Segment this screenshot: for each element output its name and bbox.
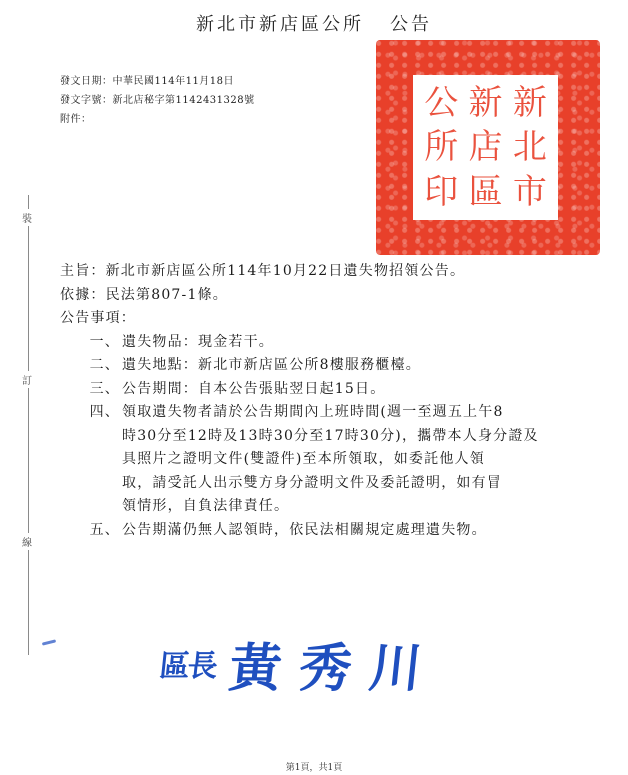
- item-text-line: 領情形，自負法律責任。: [122, 498, 290, 514]
- document-number-value: 新北店秘字第1142431328號: [112, 95, 255, 106]
- notice-item: [60, 354, 580, 378]
- document-type: 公告: [390, 14, 432, 35]
- item-number: 四、: [89, 404, 120, 420]
- item-text: 公告期間：自本公告張貼翌日起15日。: [122, 380, 386, 397]
- item-text-block: [122, 401, 539, 519]
- seal-char: 市: [512, 171, 547, 212]
- page-footer: 第1頁，共1頁: [285, 763, 343, 773]
- agency-name: 新北市新店區公所: [196, 14, 364, 35]
- item-text: 公告期滿仍無人認領時，依民法相關規定處理遺失物。: [122, 521, 487, 538]
- basis-text: 民法第807-1條。: [105, 286, 228, 303]
- notice-item: [60, 378, 580, 402]
- binding-char-ding: 訂: [22, 371, 32, 388]
- notice-item: [60, 519, 580, 543]
- item-number: 三、: [89, 380, 120, 397]
- notice-item: [60, 401, 580, 519]
- ink-mark: [42, 639, 56, 645]
- subject-line: [60, 260, 580, 284]
- item-text-line: 時30分至12時及13時30分至17時30分)，攜帶本人身分證及: [122, 427, 539, 444]
- binding-char-zhuang: 裝: [22, 209, 32, 226]
- document-meta: [60, 72, 255, 129]
- item-text-line: 具照片之證明文件(雙證件)至本所領取，如委託他人領: [122, 451, 485, 467]
- item-text: 遺失地點：新北市新店區公所8樓服務櫃檯。: [122, 357, 421, 373]
- document-number-row: [60, 91, 255, 110]
- binding-margin-line: [28, 195, 29, 655]
- basis-line: [60, 284, 580, 308]
- seal-char: 區: [468, 171, 503, 212]
- document-body: [60, 260, 580, 542]
- seal-char: 北: [512, 127, 547, 168]
- items-heading: 公告事項：: [60, 310, 136, 326]
- item-text: 遺失物品：現金若干。: [122, 333, 274, 350]
- document-number-label: 發文字號：: [60, 95, 113, 106]
- signature-title: 區長: [157, 649, 218, 684]
- seal-char: 印: [424, 171, 459, 212]
- seal-char: 新: [468, 83, 503, 124]
- item-number: 二、: [89, 357, 120, 373]
- seal-char: 新: [512, 83, 547, 124]
- seal-inner-field: [413, 75, 558, 220]
- subject-label: 主旨：: [60, 263, 106, 279]
- seal-char: 店: [468, 127, 503, 168]
- signature-stamp: [157, 628, 443, 699]
- document-title: [0, 10, 628, 36]
- item-text-line: 取，請受託人出示雙方身分證明文件及委託證明，如有冒: [122, 474, 502, 491]
- official-seal: [376, 40, 600, 255]
- seal-characters: [419, 81, 552, 214]
- signature-name: 黃秀川: [226, 637, 443, 699]
- issue-date-value: 中華民國114年11月18日: [112, 76, 235, 87]
- notice-item: [60, 331, 580, 355]
- item-number: 一、: [89, 333, 120, 350]
- issue-date-row: [60, 72, 255, 91]
- attachment-label: 附件：: [60, 114, 92, 125]
- item-number: 五、: [89, 521, 120, 538]
- subject-text: 新北市新店區公所114年10月22日遺失物招領公告。: [105, 263, 466, 279]
- attachment-row: [60, 110, 255, 129]
- seal-char: 公: [424, 83, 459, 124]
- seal-char: 所: [424, 127, 459, 168]
- binding-char-xian: 線: [22, 533, 32, 550]
- basis-label: 依據：: [60, 286, 106, 303]
- item-text-line: 領取遺失物者請於公告期間內上班時間(週一至週五上午8: [122, 404, 504, 420]
- issue-date-label: 發文日期：: [60, 76, 113, 87]
